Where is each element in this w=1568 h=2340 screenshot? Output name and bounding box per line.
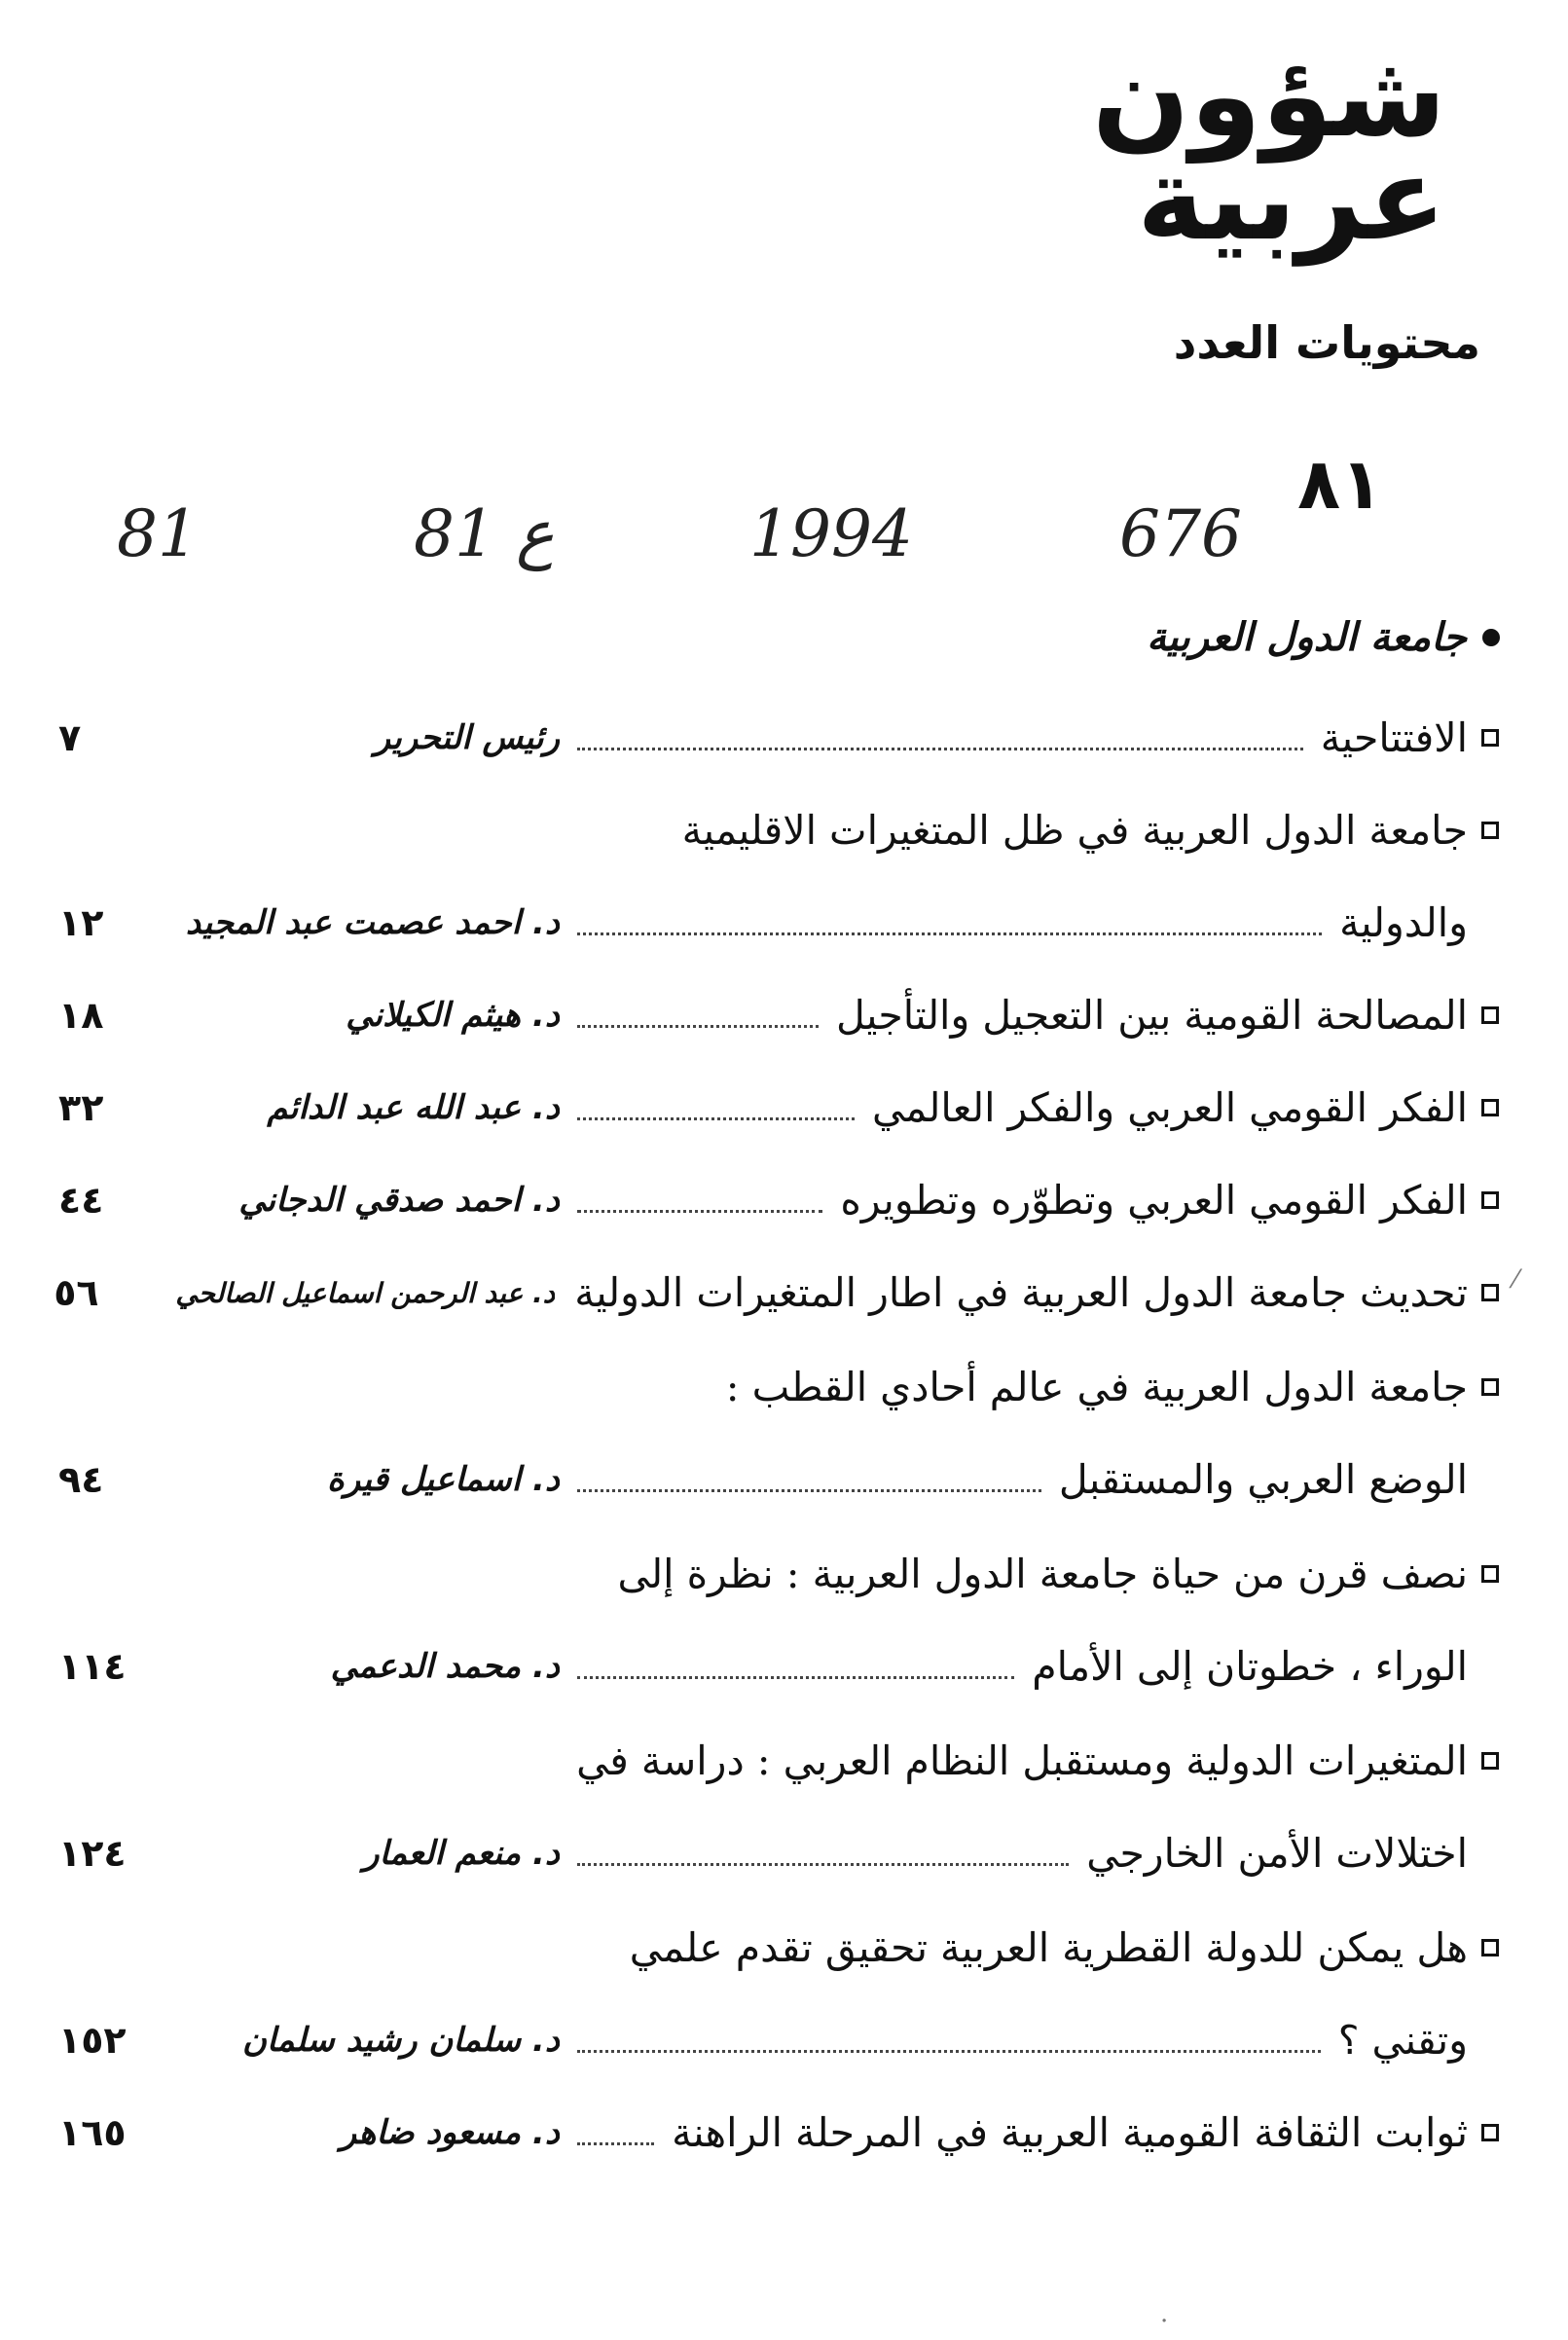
entry-page: ١٨ [58, 994, 104, 1037]
entry-author: د. اسماعيل قيرة [326, 1460, 560, 1499]
toc-entry-continuation [58, 1632, 1499, 1700]
entry-author: د. سلمان رشيد سلمان [241, 2021, 560, 2060]
checkbox-icon [1481, 1565, 1499, 1583]
toc-entry [58, 1353, 1499, 1421]
entry-title: نصف قرن من حياة جامعة الدول العربية : نظرة إلى [617, 1551, 1468, 1597]
masthead-line-1: شؤون [1091, 28, 1446, 163]
entry-page: ١١٤ [58, 1645, 127, 1688]
leader-dots [577, 2142, 654, 2145]
leader-dots [577, 1676, 1014, 1679]
checkbox-icon [1481, 1191, 1499, 1209]
section-header [1147, 615, 1500, 660]
entry-title: الفكر القومي العربي والفكر العالمي [871, 1084, 1468, 1131]
checkbox-icon [1481, 1099, 1499, 1116]
entry-title: المصالحة القومية بين التعجيل والتأجيل [835, 992, 1468, 1039]
entry-author: د. هيثم الكيلاني [346, 996, 560, 1035]
entry-title: هل يمكن للدولة القطرية العربية تحقيق تقدم علمي [629, 1924, 1468, 1971]
checkbox-icon [1481, 822, 1499, 839]
entry-title: المتغيرات الدولية ومستقبل النظام العربي : دراسة في [576, 1737, 1468, 1784]
leader-dots [577, 1489, 1041, 1492]
entry-author: د. عبد الرحمن اسماعيل الصالحي [175, 1276, 556, 1309]
scan-mark: ⁄ [1513, 1265, 1518, 1295]
handwritten-note-number: 81 [117, 496, 199, 571]
handwritten-note-issue: 81 ع [414, 496, 555, 571]
entry-title: وتقني ؟ [1337, 2017, 1468, 2064]
section-title: جامعة الدول العربية [1147, 615, 1467, 660]
entry-page: ١٦٥ [58, 2111, 127, 2154]
journal-masthead [1091, 28, 1446, 267]
leader-dots [577, 748, 1303, 750]
toc-entry [58, 796, 1499, 864]
entry-author: رئيس التحرير [374, 718, 560, 757]
toc-entry [58, 704, 1499, 772]
checkbox-icon [1481, 729, 1499, 747]
entry-page: ٧ [58, 716, 82, 759]
entry-title: جامعة الدول العربية في ظل المتغيرات الاقليمية [681, 807, 1468, 854]
checkbox-icon [1481, 1752, 1499, 1770]
entry-author: د. احمد عصمت عبد المجيد [185, 903, 560, 942]
toc-entry [58, 1166, 1499, 1234]
masthead-line-2: عربية [1136, 131, 1446, 267]
entry-title: والدولية [1339, 899, 1468, 946]
entry-title: تحديث جامعة الدول العربية في اطار المتغيرات الدولية [574, 1269, 1468, 1316]
entry-page: ١٢٤ [58, 1832, 127, 1875]
toc-entry-continuation [58, 1819, 1499, 1887]
entry-title: اختلالات الأمن الخارجي [1086, 1830, 1468, 1877]
toc-entry-continuation [58, 1445, 1499, 1514]
entry-title: ثوابت الثقافة القومية العربية في المرحلة الراهنة [672, 2109, 1468, 2156]
checkbox-icon [1481, 1939, 1499, 1956]
checkbox-icon [1481, 1378, 1499, 1396]
issue-number: ٨١ [1297, 443, 1383, 525]
entry-title: الوضع العربي والمستقبل [1058, 1456, 1468, 1503]
entry-page: ٤٤ [58, 1179, 104, 1222]
entry-title: الوراء ، خطوتان إلى الأمام [1032, 1643, 1468, 1690]
entry-page: ١٢ [58, 901, 104, 944]
entry-title: الافتتاحية [1320, 714, 1468, 761]
entry-title: جامعة الدول العربية في عالم أحادي القطب : [725, 1364, 1468, 1410]
toc-entry [58, 1540, 1499, 1608]
bullet-icon [1482, 629, 1500, 646]
leader-dots [577, 1863, 1069, 1866]
handwritten-note-year: 1994 [749, 496, 913, 571]
leader-dots [577, 1117, 855, 1120]
entry-author: د. مسعود ضاهر [340, 2113, 560, 2152]
toc-entry-continuation [58, 889, 1499, 957]
entry-author: د. عبد الله عبد الدائم [267, 1088, 560, 1127]
toc-entry-continuation [58, 2006, 1499, 2074]
leader-dots [577, 1210, 822, 1213]
entry-page: ٣٢ [58, 1086, 104, 1129]
entry-page: ٥٦ [54, 1271, 99, 1314]
handwritten-note-676: 676 [1119, 496, 1242, 571]
toc-entry [58, 1727, 1499, 1795]
checkbox-icon [1481, 2124, 1499, 2141]
entry-author: د. منعم العمار [363, 1834, 560, 1873]
toc-entry [58, 1914, 1499, 1982]
entry-title: الفكر القومي العربي وتطوّره وتطويره [840, 1177, 1468, 1224]
checkbox-icon [1481, 1006, 1499, 1024]
toc-entry [54, 1259, 1499, 1327]
leader-dots [577, 2050, 1321, 2053]
entry-author: د. محمد الدعمي [330, 1647, 560, 1686]
toc-entry [58, 2099, 1499, 2167]
leader-dots [577, 1025, 819, 1028]
scan-mark: · [1160, 2307, 1169, 2336]
leader-dots [577, 932, 1322, 935]
toc-entry [58, 981, 1499, 1049]
entry-page: ١٥٢ [58, 2019, 127, 2062]
toc-entry [58, 1074, 1499, 1142]
entry-author: د. احمد صدقي الدجاني [238, 1181, 560, 1220]
checkbox-icon [1481, 1284, 1499, 1301]
entry-page: ٩٤ [58, 1458, 104, 1501]
contents-title: محتويات العدد [1173, 316, 1480, 369]
